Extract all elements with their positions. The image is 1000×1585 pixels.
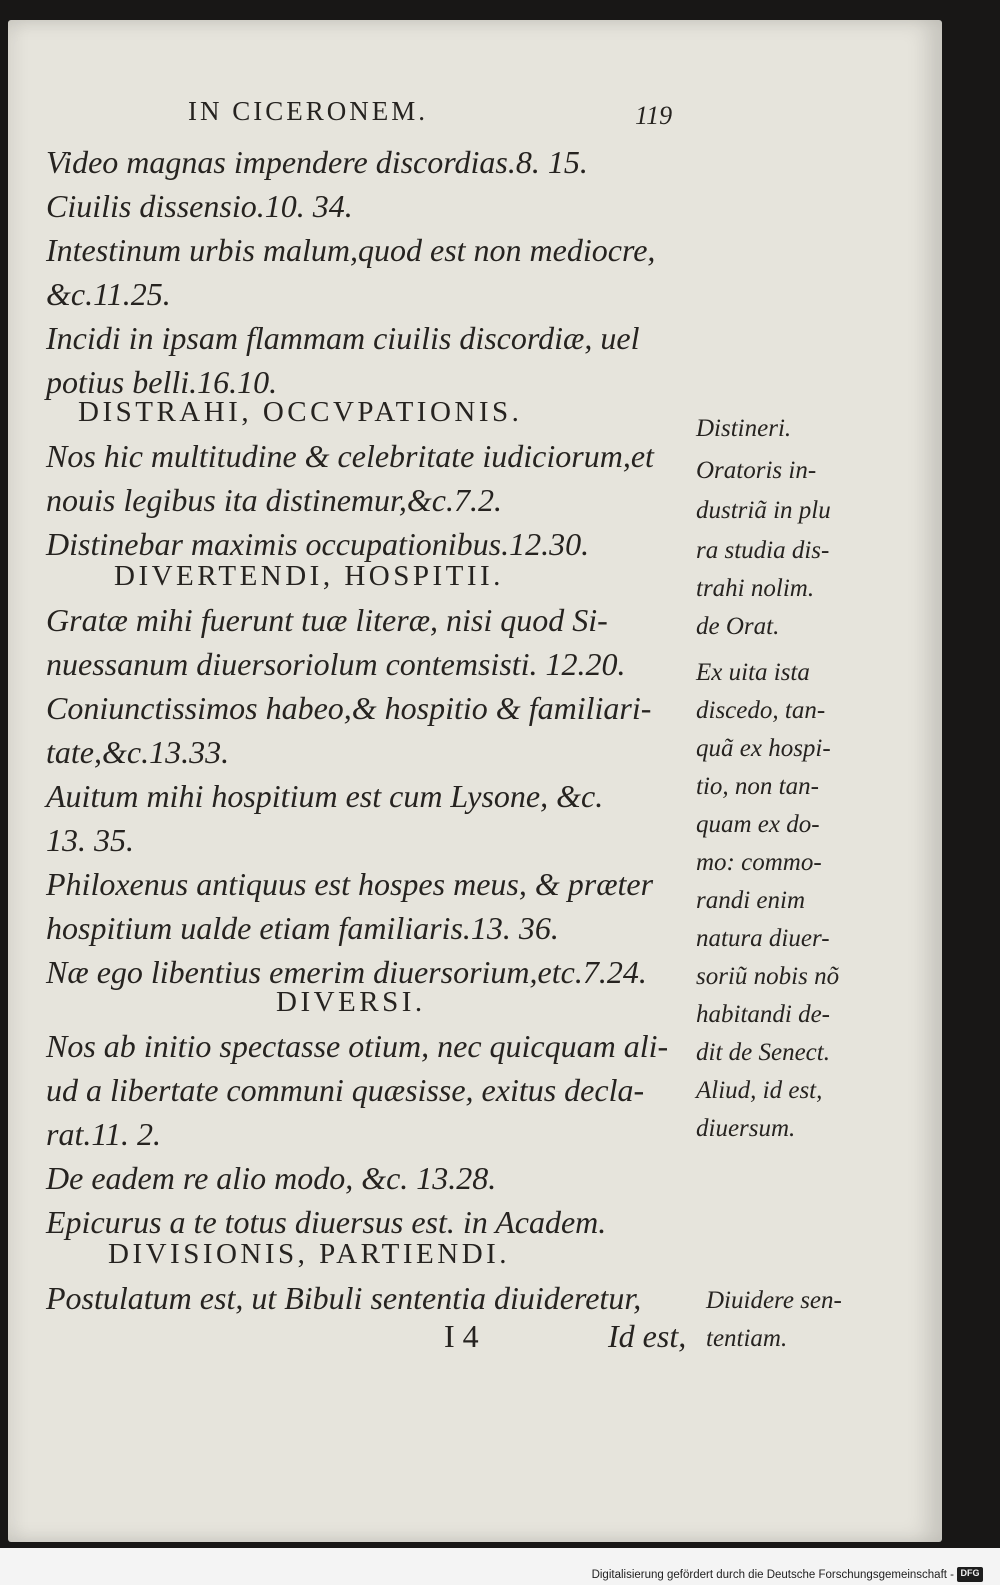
text-line: ud a libertate communi quæsisse, exitus decla-: [46, 1072, 645, 1108]
section-heading: DIVISIONIS, PARTIENDI.: [108, 1238, 511, 1270]
margin-note: ra studia dis-: [696, 537, 830, 564]
margin-note: tentiam.: [706, 1325, 788, 1352]
signature-mark: I 4: [444, 1318, 479, 1354]
text-line: rat.11. 2.: [46, 1116, 161, 1152]
margin-note: natura diuer-: [696, 925, 830, 952]
digitization-credit: Digitalisierung gefördert durch die Deutsche Forschungsgemeinschaft -: [591, 1569, 954, 1581]
margin-note: diuersum.: [696, 1115, 796, 1142]
text-line: Coniunctissimos habeo,& hospitio & familiari-: [46, 690, 652, 726]
margin-note: trahi nolim.: [696, 575, 815, 602]
section-heading: DIVERTENDI, HOSPITII.: [114, 560, 504, 592]
running-title: IN CICERONEM.: [188, 96, 428, 126]
margin-note: tio, non tan-: [696, 773, 819, 800]
margin-note: discedo, tan-: [696, 697, 826, 724]
text-line: Nos hic multitudine & celebritate iudiciorum,et: [46, 438, 654, 474]
text-line: Incidi in ipsam flammam ciuilis discordiæ, uel: [46, 320, 640, 356]
text-line: Nos ab initio spectasse otium, nec quicquam ali-: [46, 1028, 669, 1064]
margin-note: de Orat.: [696, 613, 780, 640]
text-line: Postulatum est, ut Bibuli sententia diuideretur,: [46, 1280, 642, 1316]
section-heading: DIVERSI.: [276, 986, 426, 1018]
text-line: potius belli.16.10.: [46, 364, 278, 400]
margin-note: dustriã in plu: [696, 497, 831, 524]
catchword: Id est,: [608, 1318, 687, 1354]
text-line: tate,&c.13.33.: [46, 734, 230, 770]
text-line: 13. 35.: [46, 822, 134, 858]
margin-note: Ex uita ista: [696, 659, 810, 686]
margin-note: mo: commo-: [696, 849, 822, 876]
page-number: 119: [635, 101, 673, 130]
text-line: Intestinum urbis malum,quod est non mediocre,: [46, 232, 656, 268]
text-line: Distinebar maximis occupationibus.12.30.: [46, 526, 590, 562]
text-line: Epicurus a te totus diuersus est. in Academ.: [46, 1204, 607, 1240]
dfg-logo-icon: [957, 1567, 983, 1582]
text-line: Gratæ mihi fuerunt tuæ literæ, nisi quod Si-: [46, 602, 608, 638]
margin-note: quam ex do-: [696, 811, 820, 838]
margin-note: Distineri.: [696, 415, 792, 442]
margin-note: Diuidere sen-: [706, 1287, 842, 1314]
text-line: &c.11.25.: [46, 276, 171, 312]
section-heading: DISTRAHI, OCCVPATIONIS.: [78, 396, 523, 428]
margin-note: quã ex hospi-: [696, 735, 831, 762]
text-line: Video magnas impendere discordias.8. 15.: [46, 144, 588, 180]
dfg-logo-text: DFG: [960, 1568, 980, 1578]
margin-note: Aliud, id est,: [696, 1077, 823, 1104]
text-line: Næ ego libentius emerim diuersorium,etc.7.24.: [46, 954, 647, 990]
text-line: nuessanum diuersoriolum contemsisti. 12.20.: [46, 646, 626, 682]
margin-note: soriũ nobis nõ: [696, 963, 840, 990]
text-line: Philoxenus antiquus est hospes meus, & præter: [46, 866, 654, 902]
text-line: nouis legibus ita distinemur,&c.7.2.: [46, 482, 502, 518]
text-line: De eadem re alio modo, &c. 13.28.: [46, 1160, 497, 1196]
text-line: Auitum mihi hospitium est cum Lysone, &c.: [46, 778, 604, 814]
book-page: [8, 20, 942, 1542]
margin-note: Oratoris in-: [696, 457, 817, 484]
text-line: hospitium ualde etiam familiaris.13. 36.: [46, 910, 559, 946]
margin-note: habitandi de-: [696, 1001, 831, 1028]
margin-note: dit de Senect.: [696, 1039, 830, 1066]
margin-note: randi enim: [696, 887, 806, 914]
text-line: Ciuilis dissensio.10. 34.: [46, 188, 353, 224]
